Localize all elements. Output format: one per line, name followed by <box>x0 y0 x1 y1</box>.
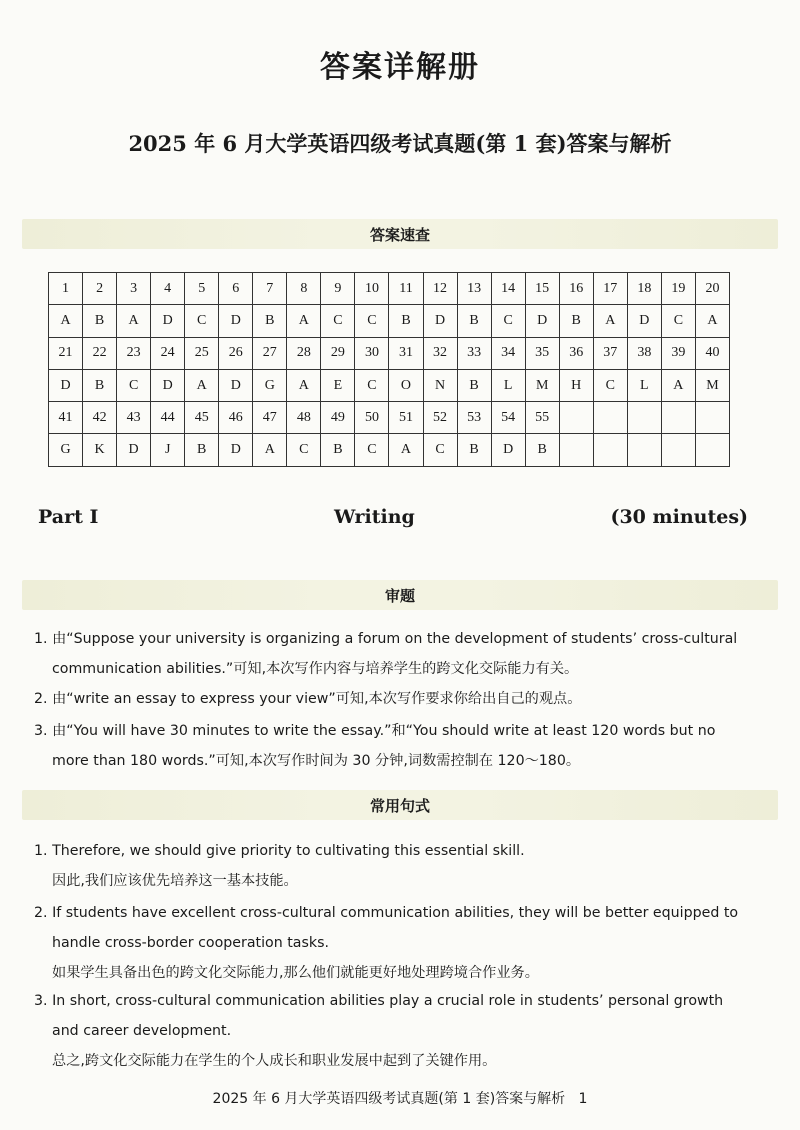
answer-cell: L <box>627 369 661 401</box>
question-number-cell: 36 <box>559 337 593 369</box>
question-number-cell: 46 <box>219 402 253 434</box>
question-number-cell: 40 <box>695 337 729 369</box>
answer-cell: H <box>559 369 593 401</box>
answer-cell: G <box>253 369 287 401</box>
question-number-cell: 4 <box>151 273 185 305</box>
question-number-cell: 11 <box>389 273 423 305</box>
question-number-cell: 18 <box>627 273 661 305</box>
sentences-section-bar <box>22 790 778 820</box>
item-number: 2. <box>34 691 48 707</box>
answer-cell: B <box>389 305 423 337</box>
item-number: 2. <box>34 905 48 921</box>
question-number-cell: 32 <box>423 337 457 369</box>
answer-cell: G <box>49 434 83 466</box>
answer-cell: A <box>185 369 219 401</box>
question-number-cell: 6 <box>219 273 253 305</box>
item-number: 1. <box>34 631 48 647</box>
english-sentence: and career development. <box>52 1023 232 1039</box>
question-number-cell: 19 <box>661 273 695 305</box>
review-text: communication abilities.”可知,本次写作内容与培养学生的跨文化交际能力有关。 <box>52 661 579 677</box>
question-number-cell: 50 <box>355 402 389 434</box>
answer-cell: K <box>83 434 117 466</box>
question-number-cell <box>627 402 661 434</box>
answer-cell: C <box>321 305 355 337</box>
answer-cell: O <box>389 369 423 401</box>
answer-section-bar <box>22 219 778 249</box>
answer-cell: C <box>423 434 457 466</box>
answer-cell: C <box>355 369 389 401</box>
question-number-cell: 48 <box>287 402 321 434</box>
answer-cell <box>661 434 695 466</box>
question-number-cell: 47 <box>253 402 287 434</box>
question-number-cell: 21 <box>49 337 83 369</box>
answer-cell <box>593 434 627 466</box>
question-number-cell: 16 <box>559 273 593 305</box>
answer-cell: A <box>253 434 287 466</box>
question-number-row <box>49 402 730 434</box>
review-text: more than 180 words.”可知,本次写作时间为 30 分钟,词数需控制在 120～180。 <box>52 753 581 769</box>
chinese-translation: 总之,跨文化交际能力在学生的个人成长和职业发展中起到了关键作用。 <box>52 1053 497 1069</box>
answer-table <box>48 272 730 467</box>
review-text: 由“write an essay to express your view”可知,本次写作要求你给出自己的观点。 <box>52 691 582 707</box>
chinese-translation: 如果学生具备出色的跨文化交际能力,那么他们就能更好地处理跨境合作业务。 <box>52 965 539 981</box>
part-name: Writing <box>334 506 415 528</box>
question-number-cell: 25 <box>185 337 219 369</box>
answer-cell: C <box>287 434 321 466</box>
answer-cell: B <box>559 305 593 337</box>
sentence-item <box>34 986 750 1076</box>
answer-cell: J <box>151 434 185 466</box>
question-number-cell: 28 <box>287 337 321 369</box>
item-number: 3. <box>34 723 48 739</box>
item-number: 3. <box>34 993 48 1009</box>
question-number-cell: 1 <box>49 273 83 305</box>
review-item <box>34 716 750 776</box>
answer-cell: L <box>491 369 525 401</box>
answer-cell <box>695 434 729 466</box>
question-number-cell: 30 <box>355 337 389 369</box>
answer-cell: B <box>253 305 287 337</box>
question-number-cell: 34 <box>491 337 525 369</box>
answer-cell: B <box>457 434 491 466</box>
answer-cell: M <box>525 369 559 401</box>
answer-cell: M <box>695 369 729 401</box>
question-number-cell: 54 <box>491 402 525 434</box>
english-sentence: handle cross-border cooperation tasks. <box>52 935 329 951</box>
answer-cell: D <box>491 434 525 466</box>
question-number-cell: 7 <box>253 273 287 305</box>
question-number-cell: 23 <box>117 337 151 369</box>
question-number-cell: 8 <box>287 273 321 305</box>
question-number-row <box>49 273 730 305</box>
answer-cell: D <box>151 305 185 337</box>
question-number-cell: 33 <box>457 337 491 369</box>
page-title: 答案详解册 <box>320 50 480 85</box>
question-number-cell: 3 <box>117 273 151 305</box>
part-header <box>38 506 748 536</box>
review-item <box>34 624 750 684</box>
english-sentence: In short, cross-cultural communication abilities play a crucial role in students’ personal growth <box>52 993 724 1009</box>
question-number-cell <box>593 402 627 434</box>
question-number-cell: 27 <box>253 337 287 369</box>
question-number-cell <box>559 402 593 434</box>
question-number-cell: 29 <box>321 337 355 369</box>
page-footer <box>0 1088 800 1108</box>
question-number-cell: 31 <box>389 337 423 369</box>
answer-cell: C <box>661 305 695 337</box>
question-number-cell: 22 <box>83 337 117 369</box>
review-text: 由“Suppose your university is organizing a forum on the development of students’ cross-cultural <box>52 631 738 647</box>
question-number-cell: 24 <box>151 337 185 369</box>
part-label: Part Ⅰ <box>38 506 99 528</box>
answer-cell: E <box>321 369 355 401</box>
document-subtitle: 2025 年 6 月大学英语四级考试真题(第 1 套)答案与解析 <box>128 131 672 156</box>
question-number-cell: 53 <box>457 402 491 434</box>
question-number-cell: 51 <box>389 402 423 434</box>
answer-row <box>49 369 730 401</box>
answer-cell: A <box>695 305 729 337</box>
question-number-cell: 37 <box>593 337 627 369</box>
page-number: 1 <box>578 1091 588 1107</box>
answer-cell: B <box>185 434 219 466</box>
question-number-cell: 20 <box>695 273 729 305</box>
answer-cell: D <box>49 369 83 401</box>
answer-cell: A <box>287 305 321 337</box>
footer-text: 2025 年 6 月大学英语四级考试真题(第 1 套)答案与解析 <box>212 1091 566 1107</box>
answer-row <box>49 305 730 337</box>
answer-cell: A <box>117 305 151 337</box>
answer-cell: A <box>389 434 423 466</box>
answer-cell: C <box>491 305 525 337</box>
question-number-cell: 41 <box>49 402 83 434</box>
answer-cell: A <box>593 305 627 337</box>
answer-cell: D <box>117 434 151 466</box>
answer-cell: D <box>525 305 559 337</box>
question-number-cell: 43 <box>117 402 151 434</box>
answer-section-heading: 答案速查 <box>369 226 430 244</box>
answer-cell: B <box>457 305 491 337</box>
review-section-bar <box>22 580 778 610</box>
question-number-cell: 49 <box>321 402 355 434</box>
question-number-cell <box>695 402 729 434</box>
sentence-item <box>34 836 750 896</box>
answer-cell: C <box>117 369 151 401</box>
answer-cell: B <box>525 434 559 466</box>
answer-row <box>49 434 730 466</box>
question-number-cell: 38 <box>627 337 661 369</box>
answer-cell: D <box>219 434 253 466</box>
question-number-cell: 35 <box>525 337 559 369</box>
answer-cell: A <box>287 369 321 401</box>
question-number-cell: 10 <box>355 273 389 305</box>
chinese-translation: 因此,我们应该优先培养这一基本技能。 <box>52 873 298 889</box>
question-number-cell: 26 <box>219 337 253 369</box>
answer-cell: A <box>661 369 695 401</box>
question-number-cell <box>661 402 695 434</box>
question-number-cell: 14 <box>491 273 525 305</box>
question-number-cell: 44 <box>151 402 185 434</box>
answer-cell: B <box>457 369 491 401</box>
answer-cell: D <box>627 305 661 337</box>
question-number-cell: 42 <box>83 402 117 434</box>
question-number-cell: 52 <box>423 402 457 434</box>
answer-cell: C <box>355 305 389 337</box>
answer-cell <box>559 434 593 466</box>
question-number-cell: 45 <box>185 402 219 434</box>
answer-cell <box>627 434 661 466</box>
sentence-item <box>34 898 750 988</box>
question-number-cell: 5 <box>185 273 219 305</box>
sentences-heading: 常用句式 <box>369 797 430 815</box>
answer-cell: D <box>219 369 253 401</box>
answer-cell: D <box>219 305 253 337</box>
question-number-cell: 17 <box>593 273 627 305</box>
answer-cell: A <box>49 305 83 337</box>
question-number-cell: 2 <box>83 273 117 305</box>
question-number-cell: 15 <box>525 273 559 305</box>
review-text: 由“You will have 30 minutes to write the essay.”和“You should write at least 120 words but no <box>52 723 716 739</box>
answer-cell: C <box>185 305 219 337</box>
answer-cell: D <box>151 369 185 401</box>
answer-cell: B <box>321 434 355 466</box>
item-number: 1. <box>34 843 48 859</box>
english-sentence: If students have excellent cross-cultural communication abilities, they will be better equipped to <box>52 905 739 921</box>
answer-cell: B <box>83 305 117 337</box>
answer-cell: C <box>593 369 627 401</box>
review-heading: 审题 <box>384 587 415 605</box>
answer-cell: D <box>423 305 457 337</box>
question-number-cell: 9 <box>321 273 355 305</box>
question-number-row <box>49 337 730 369</box>
question-number-cell: 55 <box>525 402 559 434</box>
question-number-cell: 12 <box>423 273 457 305</box>
question-number-cell: 39 <box>661 337 695 369</box>
answer-cell: C <box>355 434 389 466</box>
english-sentence: Therefore, we should give priority to cultivating this essential skill. <box>52 843 525 859</box>
answer-cell: B <box>83 369 117 401</box>
part-time: (30 minutes) <box>610 506 748 528</box>
answer-cell: N <box>423 369 457 401</box>
question-number-cell: 13 <box>457 273 491 305</box>
review-item <box>34 684 750 714</box>
